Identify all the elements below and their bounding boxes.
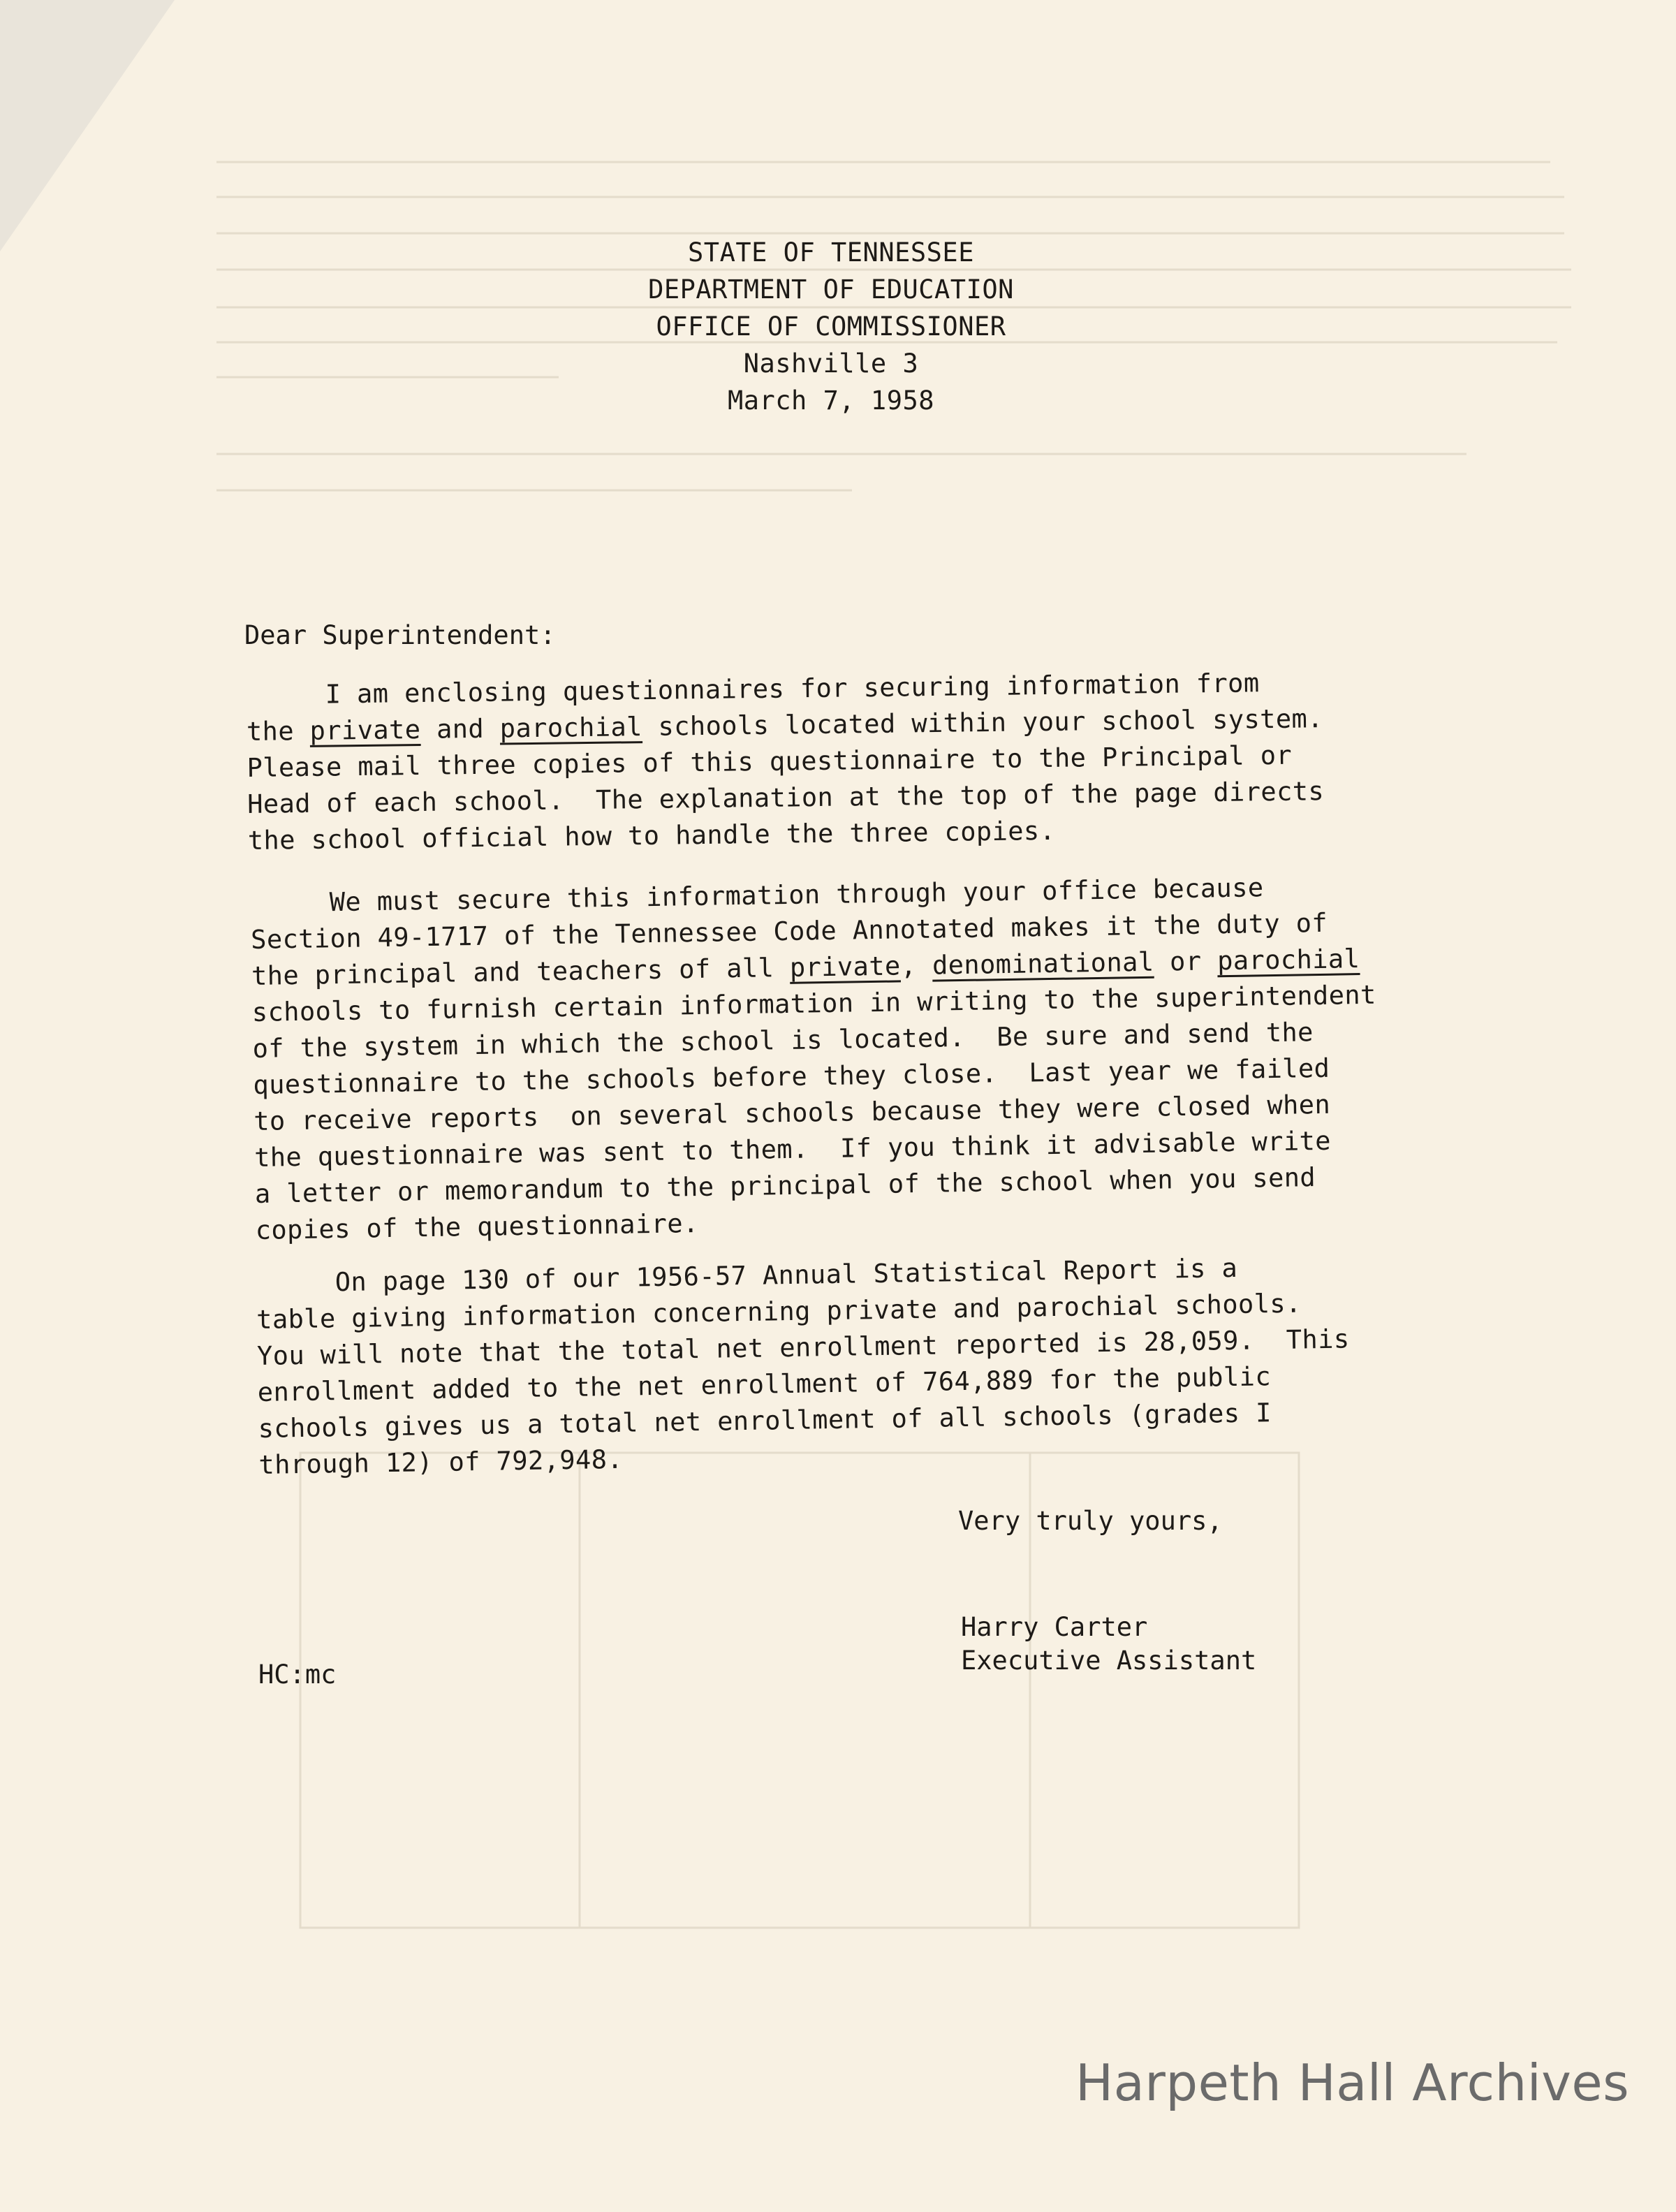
paragraph-3-line-2: table giving information concerning private and parochial schools. — [256, 1288, 1302, 1335]
paragraph-2-line-10: copies of the questionnaire. — [255, 1208, 699, 1245]
paragraph-1-line-5: the school official how to handle the three copies. — [247, 815, 1056, 856]
paragraph-3-line-1: On page 130 of our 1956-57 Annual Statistical Report is a — [256, 1252, 1238, 1298]
underlined-denominational: denominational — [932, 946, 1154, 981]
underlined-private: private — [789, 951, 901, 983]
paragraph-3-line-6: through 12) of 792,948. — [258, 1444, 624, 1480]
letterhead-state: STATE OF TENNESSEE — [688, 237, 974, 268]
letter-date: March 7, 1958 — [727, 386, 935, 416]
underlined-parochial: parochial — [1216, 944, 1360, 976]
paragraph-1-line-3: Please mail three copies of this questionnaire to the Principal or — [247, 740, 1293, 783]
text-run: schools located within your school system. — [642, 703, 1324, 742]
paragraph-1-line-4: Head of each school. The explanation at the top of the page directs — [247, 776, 1325, 819]
paragraph-2-line-7: to receive reports on several schools because they were closed when — [253, 1089, 1331, 1136]
paragraph-1 — [246, 664, 1325, 859]
salutation: Dear Superintendent: — [244, 620, 556, 650]
signer-title: Executive Assistant — [961, 1646, 1257, 1676]
signer-name: Harry Carter — [961, 1612, 1148, 1642]
folded-corner — [0, 0, 175, 251]
reference-initials: HC:mc — [258, 1660, 337, 1690]
underlined-private: private — [309, 714, 421, 746]
text-run: , — [900, 950, 933, 981]
complimentary-close: Very truly yours, — [958, 1506, 1223, 1536]
paragraph-3-line-4: enrollment added to the net enrollment of 764,889 for the public — [257, 1361, 1272, 1407]
underlined-parochial: parochial — [499, 712, 643, 744]
paragraph-2 — [250, 868, 1380, 1249]
paragraph-2-line-8: the questionnaire was sent to them. If you think it advisable write — [253, 1125, 1332, 1173]
paragraph-1-line-1: I am enclosing questionnaires for securing information from — [246, 668, 1260, 710]
paragraph-2-line-2: Section 49-1717 of the Tennessee Code Annotated makes it the duty of — [250, 907, 1328, 955]
paragraph-2-line-1: We must secure this information through your office because — [250, 872, 1264, 918]
letterhead-city: Nashville 3 — [743, 349, 919, 379]
signature-block — [961, 1611, 1256, 1678]
paragraph-2-line-5: of the system in which the school is located. Be sure and send the — [252, 1017, 1314, 1064]
text-run: and — [420, 713, 501, 745]
letterhead-office: OFFICE OF COMMISSIONER — [656, 312, 1006, 342]
text-run: or — [1154, 946, 1218, 977]
letterhead — [587, 234, 1075, 419]
paragraph-3-line-5: schools gives us a total net enrollment of all schools (grades I — [258, 1398, 1272, 1444]
paragraph-2-line-4: schools to furnish certain information in writing to the superintendent — [251, 979, 1376, 1027]
letterhead-department: DEPARTMENT OF EDUCATION — [648, 274, 1014, 305]
text-run: the principal and teachers of all — [251, 952, 791, 991]
paragraph-3-line-3: You will note that the total net enrollment reported is 28,059. This — [256, 1324, 1350, 1371]
paragraph-2-line-6: questionnaire to the schools before they close. Last year we failed — [253, 1053, 1330, 1100]
archive-watermark: Harpeth Hall Archives — [1071, 2053, 1633, 2112]
text-run: the — [246, 715, 310, 747]
paragraph-2-line-9: a letter or memorandum to the principal of the school when you send — [254, 1162, 1316, 1209]
paragraph-3 — [256, 1248, 1351, 1484]
